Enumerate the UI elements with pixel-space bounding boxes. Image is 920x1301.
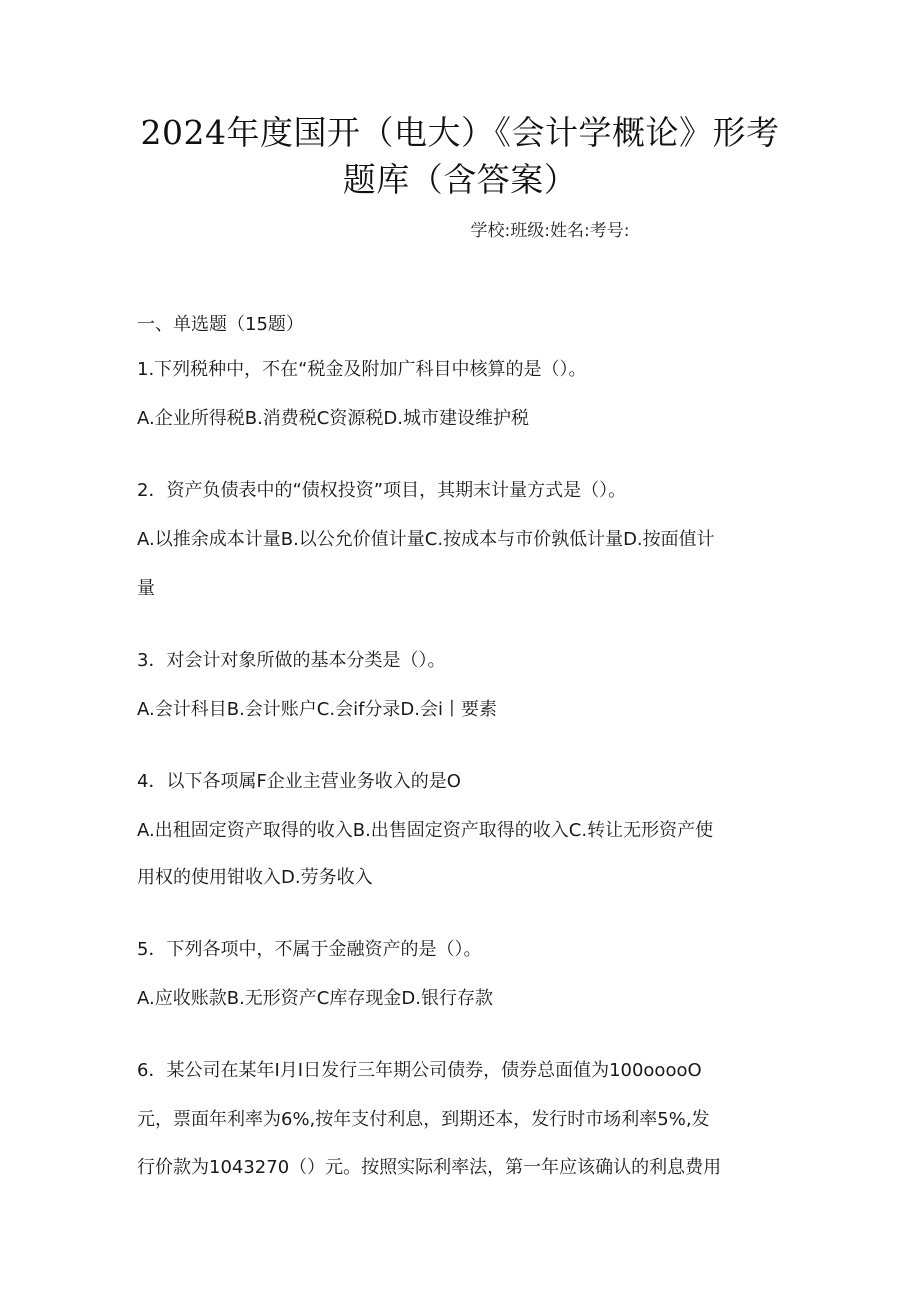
question-1-stem: 1.下列税种中，不在“税金及附加广科目中核算的是（）。 bbox=[137, 359, 587, 380]
question-2-stem: 2．资产负债表中的“债权投资”项目，其期末计量方式是（）。 bbox=[137, 480, 627, 501]
question-4-options: A.出租固定资产取得的收入B.出售固定资产取得的收入C.转让无形资产使 bbox=[137, 820, 714, 841]
section-heading: 一、单选题（15题） bbox=[137, 314, 304, 335]
question-6-stem-cont-2: 行价款为1043270（）元。按照实际利率法，第一年应该确认的利息费用 bbox=[137, 1157, 722, 1178]
student-info-line: 学校:班级:姓名:考号: bbox=[470, 221, 630, 241]
question-2-options: A.以推余成本计量B.以公允价值计量C.按成本与市价孰低计量D.按面值计 bbox=[137, 529, 715, 550]
question-6-stem-cont-1: 元，票面年利率为6%,按年支付利息，到期还本，发行时市场利率5%,发 bbox=[137, 1109, 710, 1130]
question-2-options-cont: 量 bbox=[137, 578, 155, 599]
question-5-options: A.应收账款B.无形资产C库存现金D.银行存款 bbox=[137, 988, 493, 1009]
document-title-line-1: 2024年度国开（电大）《会计学概论》形考 bbox=[140, 113, 780, 152]
question-5-stem: 5．下列各项中，不属于金融资产的是（）。 bbox=[137, 939, 482, 960]
question-3-options: A.会计科目B.会计账户C.会if分录D.会i丨要素 bbox=[137, 699, 497, 720]
question-1-options: A.企业所得税B.消费税C资源税D.城市建设维护税 bbox=[137, 408, 529, 429]
question-4-options-cont: 用权的使用钳收入D.劳务收入 bbox=[137, 867, 373, 888]
question-4-stem: 4．以下各项属F企业主营业务收入的是O bbox=[137, 771, 461, 792]
question-3-stem: 3．对会计对象所做的基本分类是（）。 bbox=[137, 650, 446, 671]
document-title-line-2: 题库（含答案） bbox=[342, 160, 578, 199]
question-6-stem: 6．某公司在某年I月I日发行三年期公司债券，债券总面值为100ooooO bbox=[137, 1060, 702, 1081]
